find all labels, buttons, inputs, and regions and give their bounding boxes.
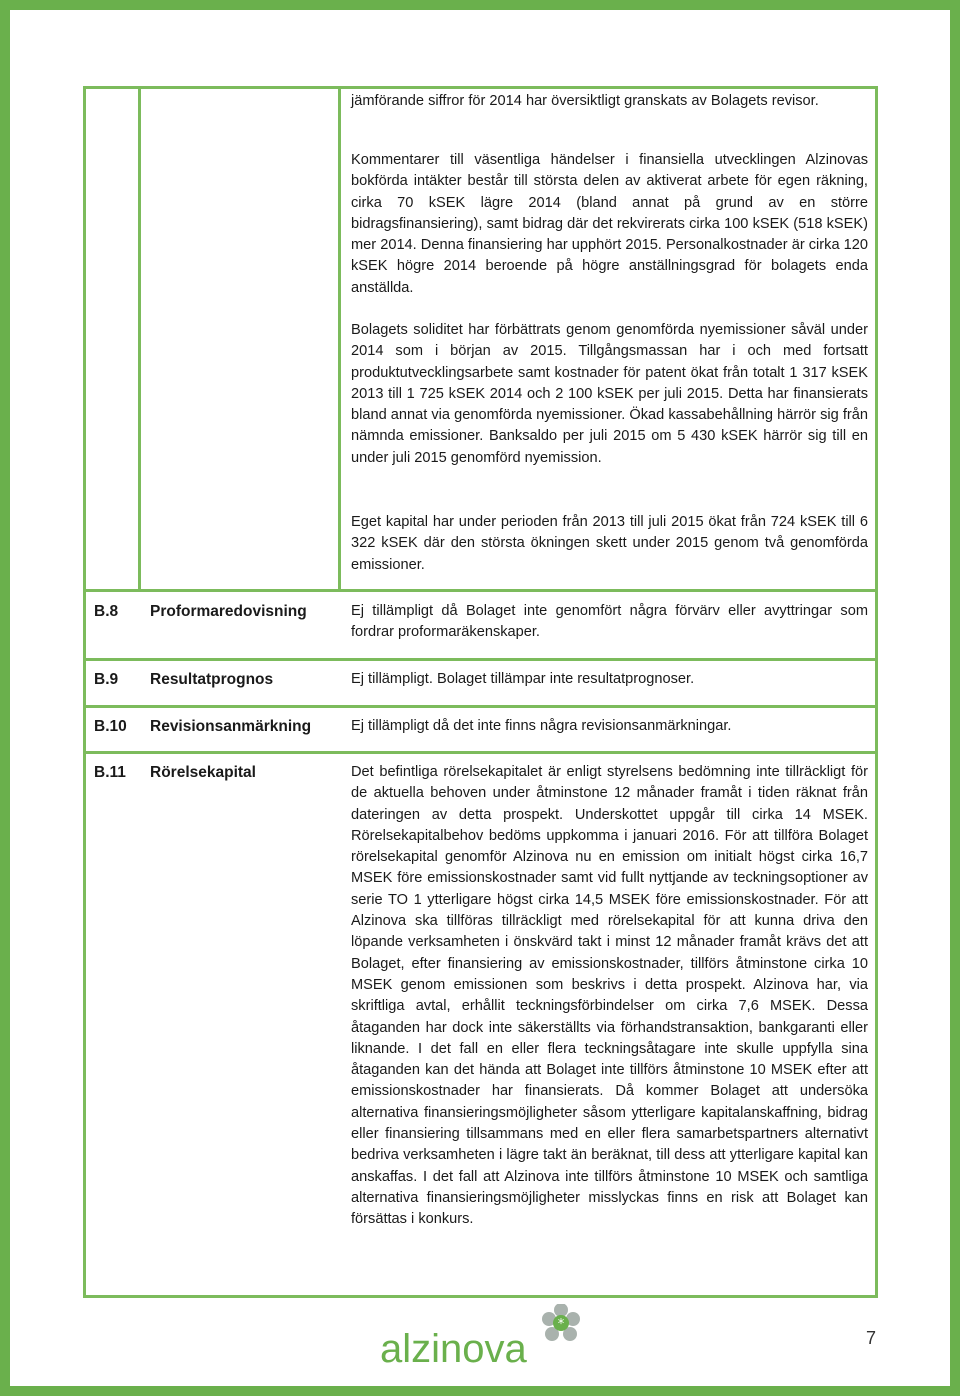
- svg-text:*: *: [557, 1317, 565, 1332]
- b7-paragraph-1: jämförande siffror för 2014 har översiktligt granskats av Bolagets revisor.: [351, 93, 819, 109]
- row-code-b10: B.10: [94, 718, 127, 735]
- row-text-b8: Ej tillämpligt då Bolaget inte genomfört några förvärv eller avyttringar som fordrar proformaräkenskaper.: [351, 603, 868, 641]
- b7-paragraph-2: Kommentarer till väsentliga händelser i finansiella utvecklingen Alzinovas bokförda intäkter består till största delen av aktiverat arbete för egen räkning, cirka 70 kSEK lägre 2014 (bland annat på grund av en större bidragsfinansiering), samt bidrag där det rekvirerats cirka 100 kSEK (518 kSEK) mer 2014. Denna finansiering har upphört 2015. Personalkostnader är cirka 120 kSEK högre 2014 beroende på högre anställningsgrad för bolagets enda anställda.: [351, 152, 868, 296]
- row-heading-b8: Proformaredovisning: [150, 603, 307, 620]
- alzinova-logo: [380, 1304, 580, 1375]
- alzinova-logo-mark: [380, 1304, 580, 1370]
- row-divider-b9: [83, 658, 878, 661]
- row-divider-b11: [83, 751, 878, 754]
- row-text-b11: Det befintliga rörelsekapitalet är enligt styrelsens bedömning inte tillräckligt för de aktuella behoven under åtminstone 12 månader framåt i tiden räknat från dateringen av detta prospekt. Underskottet uppgår till cirka 14 MSEK. Rörelsekapitalbehov bedöms uppkomma i januari 2016. För att tillföra Bolaget rörelsekapital genomför Alzinova nu en emission om initialt högst cirka 16,7 MSEK före emissionskostnader samt vid fullt nyttjande av teckningsoptioner av serie TO 1 ytterligare högst cirka 14,5 MSEK före emissionskostnader. För att Alzinova ska tillföras tillräckligt med rörelsekapital för att kunna driva den löpande verksamheten i önskvärd takt i minst 12 månader framåt krävs det att Bolaget, efter finansiering av emissionskostnader, tillförs åtminstone cirka 10 MSEK genom emissionen som beskrivs i detta prospekt. Alzinova har, via skriftliga avtal, erhållit teckningsförbindelser om cirka 7,6 MSEK. Dessa åtaganden har dock inte säkerställts via förhandstransaktion, bankgaranti eller liknande. I det fall en eller flera teckningsåtagare inte skulle uppfylla sina åtaganden kan det hända att Bolaget inte tillförs åtminstone 10 MSEK efter att emissionskostnader har finansierats. Då kommer Bolaget att undersöka alternativa finansieringsmöjligheter såsom ytterligare kapitalanskaffning, bidrag eller finansiering tillsammans med en eller flera samarbetspartners alternativt bedriva verksamheten i lägre takt än beräknat, till dess att ytterligare kapital kan anskaffas. I det fall att Alzinova inte tillförs åtminstone 10 MSEK och samtliga alternativa finansieringsmöjligheter misslyckas finns en risk att Bolaget kan försättas i konkurs.: [351, 764, 868, 1228]
- b7-paragraph-4: Eget kapital har under perioden från 2013 till juli 2015 ökat från 724 kSEK till 6 322 kSEK där den största ökningen skett under 2015 genom två genomförda emissioner.: [351, 514, 868, 573]
- page-number: 7: [866, 1328, 877, 1348]
- row-text-b9: Ej tillämpligt. Bolaget tillämpar inte resultatprognoser.: [351, 671, 695, 687]
- row-code-b11: B.11: [94, 764, 126, 781]
- row-heading-b11: Rörelsekapital: [150, 764, 256, 781]
- flower-icon: [542, 1304, 580, 1341]
- row-code-b8: B.8: [94, 603, 119, 620]
- row-heading-b10: Revisionsanmärkning: [150, 718, 312, 735]
- column-divider-heading: [338, 86, 341, 589]
- row-code-b9: B.9: [94, 671, 119, 688]
- row-divider-b10: [83, 705, 878, 708]
- logo-wordmark: alzinova: [380, 1327, 527, 1370]
- b7-paragraph-3: Bolagets soliditet har förbättrats genom genomförda nyemissioner såväl under 2014 som i början av 2015. Tillgångsmassan har i och med fortsatt produktutvecklingsarbete samt kostnader för patent ökat från totalt 1 317 kSEK 2013 till 1 725 kSEK 2014 och 2 100 kSEK per juli 2015. Detta har finansierats bland annat via genomförda nyemissioner. Ökad kassabehållning härrör sig från nämnda emissioner. Banksaldo per juli 2015 om 5 430 kSEK härrör sig till en under juli 2015 genomförd nyemission.: [351, 322, 868, 466]
- row-heading-b9: Resultatprognos: [150, 671, 274, 688]
- column-divider-code: [138, 86, 141, 589]
- row-text-b10: Ej tillämpligt då det inte finns några revisionsanmärkningar.: [351, 718, 732, 734]
- row-divider-b8: [83, 589, 878, 592]
